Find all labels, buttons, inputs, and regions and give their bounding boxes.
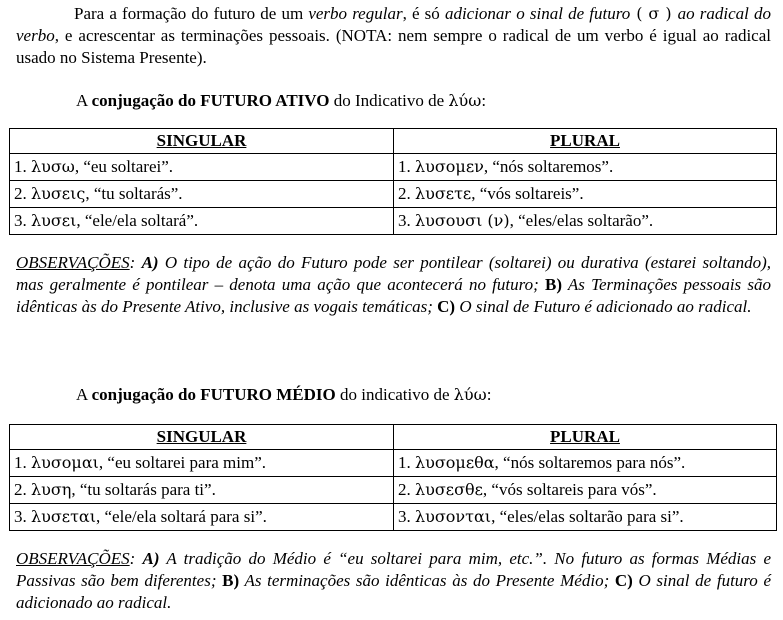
obs-text: As Terminações pessoais são idênticas às do Presente Ativo, inclusive as vogais temáticas; [16, 275, 771, 316]
heading-text: A [76, 385, 92, 404]
singular-cell [10, 450, 394, 477]
plural-cell [394, 208, 777, 235]
singular-cell [10, 504, 394, 531]
intro-text: Para a formação do futuro de um [74, 4, 309, 23]
translation: , “eles/elas soltarão”. [509, 211, 654, 230]
obs-text: O sinal de Futuro é adicionado ao radical. [455, 297, 752, 316]
obs-marker: C) [614, 571, 633, 590]
translation: , “tu soltarás para ti”. [71, 480, 216, 499]
table-row [10, 477, 777, 504]
heading-verb: λύω [448, 91, 482, 110]
greek-form: λυσομεν [415, 157, 484, 176]
heading-text: A [76, 91, 92, 110]
plural-cell [394, 504, 777, 531]
obs-text: O tipo de ação do Futuro pode ser pontilear (soltarei) ou durativa (estarei soltando), mas geralmente é pontilear – denota uma ação que acontecerá no futuro; [16, 253, 771, 294]
intro-text-italic: ao radical do verbo [16, 4, 771, 45]
middle-heading [76, 384, 491, 406]
greek-form: λυσει [31, 211, 77, 230]
obs-marker: B) [222, 571, 240, 590]
singular-cell [10, 477, 394, 504]
singular-header: SINGULAR [10, 129, 394, 154]
greek-form: λυσω [31, 157, 75, 176]
row-number: 3. [14, 211, 31, 230]
table-header-row [10, 425, 777, 450]
obs-marker: A) [141, 253, 159, 272]
row-number: 2. [398, 184, 415, 203]
row-number: 3. [398, 211, 415, 230]
obs-marker: C) [437, 297, 456, 316]
intro-text: , e acrescentar as terminações pessoais. (NOTA: nem sempre o radical de um verbo é igual ao radical usado no Sistema Presente). [16, 26, 771, 67]
greek-form: λυση [31, 480, 72, 499]
row-number: 1. [14, 453, 31, 472]
greek-form: λυσετε [415, 184, 472, 203]
greek-form: λυσονται [415, 507, 492, 526]
translation: , “eles/elas soltarão para si”. [491, 507, 684, 526]
translation: , “ele/ela soltará para si”. [96, 507, 267, 526]
obs-text: As terminações são idênticas às do Presente Médio; [239, 571, 615, 590]
row-number: 1. [398, 157, 415, 176]
row-number: 2. [14, 480, 31, 499]
obs-marker: B) [544, 275, 562, 294]
obs-text: O sinal de futuro é adicionado ao radical. [16, 571, 771, 612]
row-number: 1. [398, 453, 415, 472]
middle-conjugation-table [9, 424, 777, 531]
row-number: 2. [398, 480, 415, 499]
greek-form: λυσομεθα [415, 453, 495, 472]
obs-text: : [129, 549, 143, 568]
singular-cell [10, 154, 394, 181]
translation: , “eu soltarei”. [74, 157, 174, 176]
plural-cell [394, 477, 777, 504]
row-number: 3. [398, 507, 415, 526]
heading-text: do Indicativo de [329, 91, 449, 110]
heading-verb: λύω [453, 385, 487, 404]
greek-form: λυσεται [31, 507, 97, 526]
table-row [10, 208, 777, 235]
table-row [10, 154, 777, 181]
plural-cell [394, 154, 777, 181]
translation: , “vós soltareis para vós”. [482, 480, 657, 499]
singular-header: SINGULAR [10, 425, 394, 450]
translation: , “nós soltaremos”. [483, 157, 614, 176]
singular-cell [10, 181, 394, 208]
intro-text-italic: adicionar o sinal de futuro [444, 4, 631, 23]
greek-form: λυσουσι (ν) [415, 211, 510, 230]
translation: , “eu soltarei para mim”. [98, 453, 267, 472]
observations-label: OBSERVAÇÕES [16, 549, 130, 568]
row-number: 1. [14, 157, 31, 176]
row-number: 3. [14, 507, 31, 526]
table-row [10, 504, 777, 531]
table-row [10, 450, 777, 477]
table-row [10, 181, 777, 208]
active-heading [76, 90, 486, 112]
future-sign: ( σ ) [630, 4, 678, 23]
translation: , “ele/ela soltará”. [76, 211, 199, 230]
active-observations [16, 252, 771, 318]
intro-text-italic: verbo regular [308, 4, 403, 23]
heading-text: : [486, 385, 492, 404]
translation: , “nós soltaremos para nós”. [494, 453, 686, 472]
plural-header: PLURAL [394, 129, 777, 154]
translation: , “tu soltarás”. [85, 184, 183, 203]
translation: , “vós soltareis”. [471, 184, 584, 203]
heading-bold: conjugação do FUTURO MÉDIO [91, 385, 336, 404]
heading-text: : [481, 91, 487, 110]
greek-form: λυσεσθε [415, 480, 483, 499]
middle-observations [16, 548, 771, 614]
table-header-row [10, 129, 777, 154]
plural-cell [394, 181, 777, 208]
singular-cell [10, 208, 394, 235]
heading-text: do indicativo de [335, 385, 454, 404]
plural-header: PLURAL [394, 425, 777, 450]
greek-form: λυσεις [31, 184, 86, 203]
obs-marker: A) [142, 549, 160, 568]
heading-bold: conjugação do FUTURO ATIVO [91, 91, 330, 110]
greek-form: λυσομαι [31, 453, 99, 472]
intro-text: , é só [402, 4, 445, 23]
active-conjugation-table [9, 128, 777, 235]
observations-label: OBSERVAÇÕES [16, 253, 130, 272]
plural-cell [394, 450, 777, 477]
obs-text: : [129, 253, 142, 272]
obs-text: A tradição do Médio é “eu soltarei para mim, etc.”. No futuro as formas Médias e Passivas são bem diferentes; [16, 549, 771, 590]
row-number: 2. [14, 184, 31, 203]
intro-paragraph [16, 3, 771, 69]
